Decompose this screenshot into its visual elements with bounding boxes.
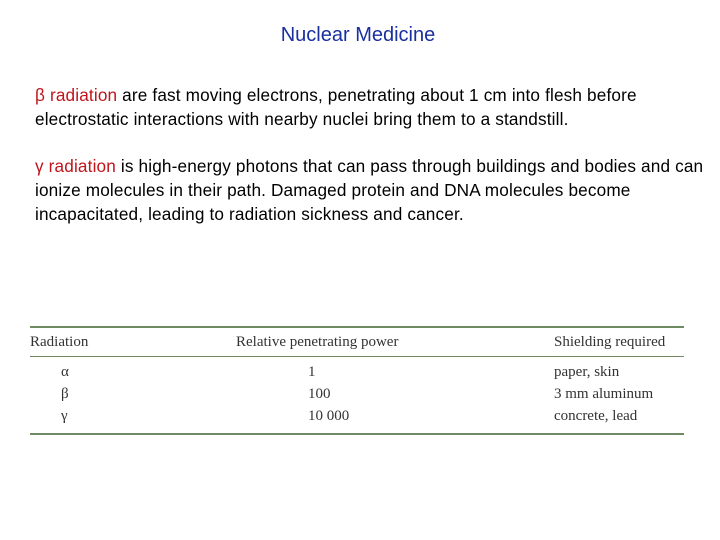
table-top-rule [30,326,684,328]
table-header-penetrating-power: Relative penetrating power [236,334,399,350]
paragraph-gamma [35,154,715,226]
table-row [30,386,684,408]
table-header-shielding: Shielding required [554,334,666,350]
cell-penetrating-power: 100 [308,386,331,402]
cell-shielding: 3 mm aluminum [554,386,654,402]
cell-penetrating-power: 10 000 [308,408,350,424]
cell-penetrating-power: 1 [308,364,316,380]
table-bottom-rule [30,433,684,435]
term-beta-radiation: β radiation [35,85,118,105]
cell-radiation: α [61,364,69,380]
cell-radiation: γ [61,408,68,424]
term-gamma-radiation: γ radiation [35,156,116,176]
cell-shielding: concrete, lead [554,408,638,424]
table-header-rule [30,356,684,357]
page-title: Nuclear Medicine [280,24,436,46]
paragraph-gamma-text: is high-energy photons that can pass through buildings and bodies and can ionize molecules in their path. Damaged protein and DNA molecules become incapacitated, leading to radiation sickness and cancer. [35,156,704,224]
cell-shielding: paper, skin [554,364,620,380]
table-row [30,364,684,386]
paragraph-beta [35,83,715,131]
paragraph-beta-text: are fast moving electrons, penetrating about 1 cm into flesh before electrostatic interactions with nearby nuclei bring them to a standstill. [35,85,637,129]
table-row [30,408,684,430]
cell-radiation: β [61,386,69,402]
table-header-radiation: Radiation [30,334,89,350]
